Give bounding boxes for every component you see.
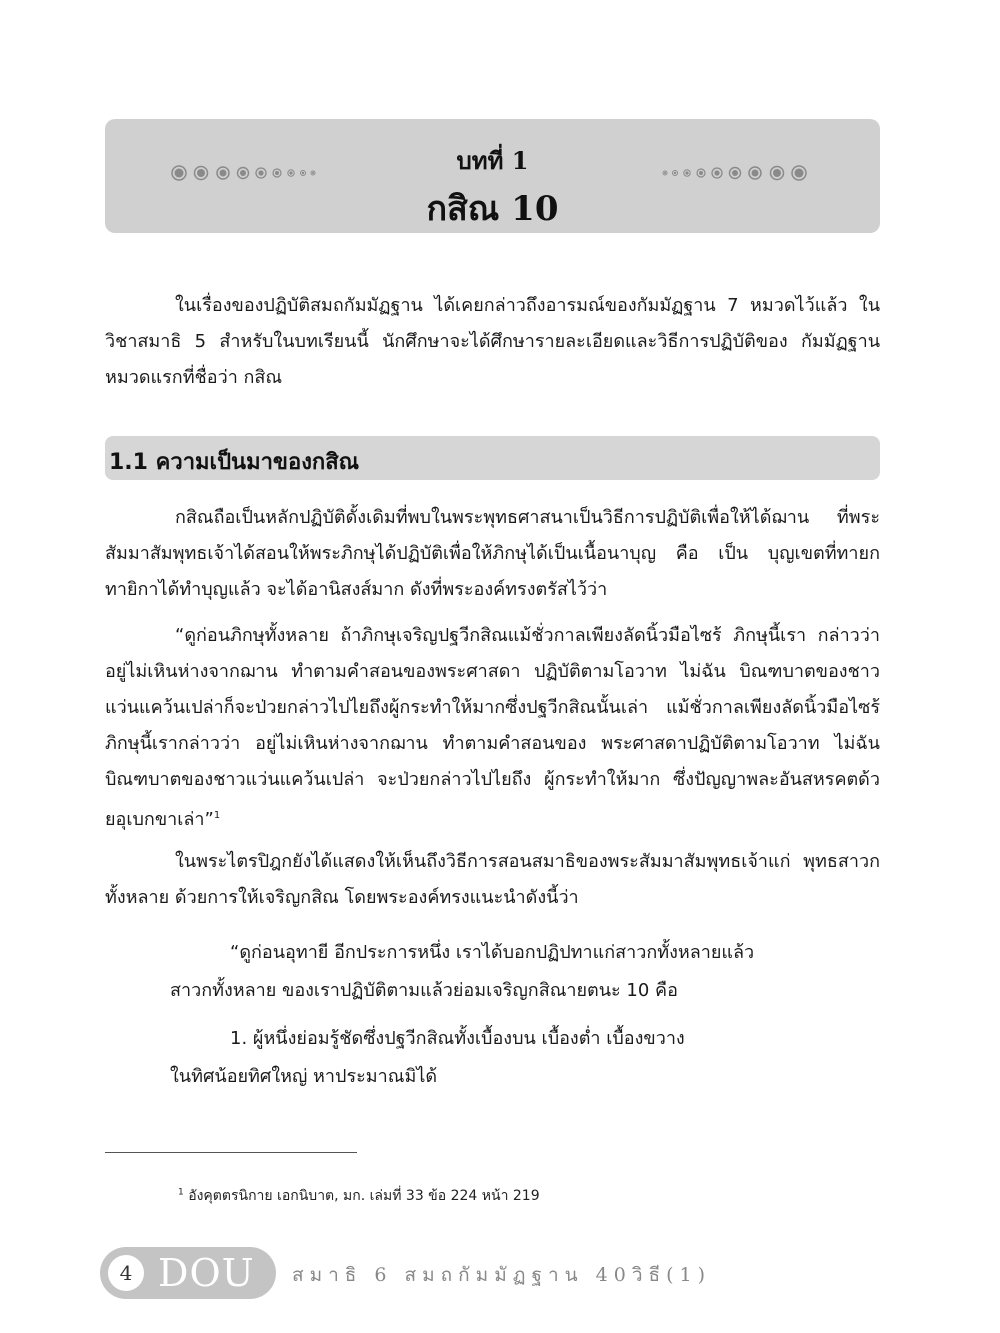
dou-logo: DOU (158, 1251, 255, 1295)
quote-line-4: ในทิศน้อยทิศใหญ่ หาประมาณมิได้ (170, 1066, 438, 1087)
footnote-marker: 1 (178, 1187, 184, 1198)
paragraph-2 (105, 618, 880, 838)
para2-line-4: แม้ชั่วกาลเพียงลัดนิ้วมือไซร้ภิกษุนี้เรากล่าวว่า อยู่ไม่เหินห่างจากฌาน ทำตามคำสอนของ (105, 697, 880, 754)
para2-line-2: กล่าวว่า อยู่ไม่เหินห่างจากฌาน ทำตามคำสอนของพระศาสดา ปฏิบัติตามโอวาท ไม่ฉัน (105, 625, 880, 682)
footnote (178, 1185, 540, 1207)
para1-line-1: กสิณถือเป็นหลักปฏิบัติดั้งเดิมที่พบในพระพุทธศาสนาเป็นวิธีการปฏิบัติเพื่อให้ได้ฌาน (175, 507, 810, 528)
para2-line-1: “ดูก่อนภิกษุทั้งหลาย ถ้าภิกษุเจริญปฐวีกสิณแม้ชั่วกาลเพียงลัดนิ้วมือไซร้ ภิกษุนี้เรา (175, 625, 807, 646)
paragraph-3 (105, 844, 880, 916)
intro-line-2: ในวิชาสมาธิ 5 สำหรับในบทเรียนนี้ นักศึกษาจะได้ศึกษารายละเอียดและวิธีการปฏิบัติของ (105, 295, 880, 352)
footnote-reference: 1 (213, 810, 221, 821)
page-number: 4 (108, 1255, 144, 1291)
para1-line-3: บุญเขตที่ทายกทายิกาได้ทำบุญแล้ว จะได้อานิสงส์มาก ดังที่พระองค์ทรงตรัสไว้ว่า (105, 543, 880, 600)
footer-badge (100, 1247, 276, 1299)
intro-line-1: ในเรื่องของปฏิบัติสมถกัมมัฏฐาน ได้เคยกล่าวถึงอารมณ์ของกัมมัฏฐาน 7 หมวดไว้แล้ว (175, 295, 848, 316)
chapter-title: กสิณ 10 (426, 189, 559, 229)
chapter-header (105, 119, 880, 233)
paragraph-1 (105, 500, 880, 608)
quote-line-1: “ดูก่อนอุทายี อีกประการหนึ่ง เราได้บอกปฏิปทาแก่สาวกทั้งหลายแล้ว (230, 942, 755, 963)
footer-book-title: สมาธิ 6 สมถกัมมัฏฐาน 40วิธี(1) (292, 1264, 712, 1286)
section-title: 1.1 ความเป็นมาของกสิณ (109, 450, 360, 475)
intro-line-3: กัมมัฏฐานหมวดแรกที่ชื่อว่า กสิณ (105, 331, 880, 388)
para2-line-3: บิณฑบาตของชาวแว่นแคว้นเปล่าก็จะป่วยกล่าวไปไยถึงผู้กระทำให้มากซึ่งปฐวีกสิณนั้นเล่า (105, 661, 880, 718)
quote-block (170, 934, 820, 1096)
quote-line-3: 1. ผู้หนึ่งย่อมรู้ชัดซึ่งปฐวีกสิณทั้งเบื้องบน เบื้องต่ำ เบื้องขวาง (230, 1028, 685, 1049)
para2-line-6: ผู้กระทำให้มาก ซึ่งปัญญาพละอันสหรคตด้วยอุเบกขาเล่า” (105, 769, 880, 830)
decorative-dots-right-icon (657, 165, 807, 181)
chapter-number: บทที่ 1 (456, 146, 529, 175)
quote-line-2: สาวกทั้งหลาย ของเราปฏิบัติตามแล้วย่อมเจริญกสิณายตนะ 10 คือ (170, 980, 678, 1001)
footnote-text: อังคุตตรนิกาย เอกนิบาต, มก. เล่มที่ 33 ข้อ 224 หน้า 219 (188, 1188, 540, 1204)
para3-line-1: ในพระไตรปิฎกยังได้แสดงให้เห็นถึงวิธีการสอนสมาธิของพระสัมมาสัมพุทธเจ้าแก่ (175, 851, 791, 872)
footnote-divider (105, 1152, 357, 1153)
para1-line-2: ที่พระสัมมาสัมพุทธเจ้าได้สอนให้พระภิกษุได้ปฏิบัติเพื่อให้ภิกษุได้เป็นเนื้อนาบุญ คือ เป็น (105, 507, 880, 564)
intro-paragraph (105, 288, 880, 396)
para3-line-2: พุทธสาวกทั้งหลาย ด้วยการให้เจริญกสิณ โดยพระองค์ทรงแนะนำดังนี้ว่า (105, 851, 880, 908)
para2-line-5: พระศาสดาปฏิบัติตามโอวาท ไม่ฉันบิณฑบาตของชาวแว่นแคว้นเปล่า จะป่วยกล่าวไปไยถึง (105, 733, 880, 790)
section-heading-bar (105, 436, 880, 480)
